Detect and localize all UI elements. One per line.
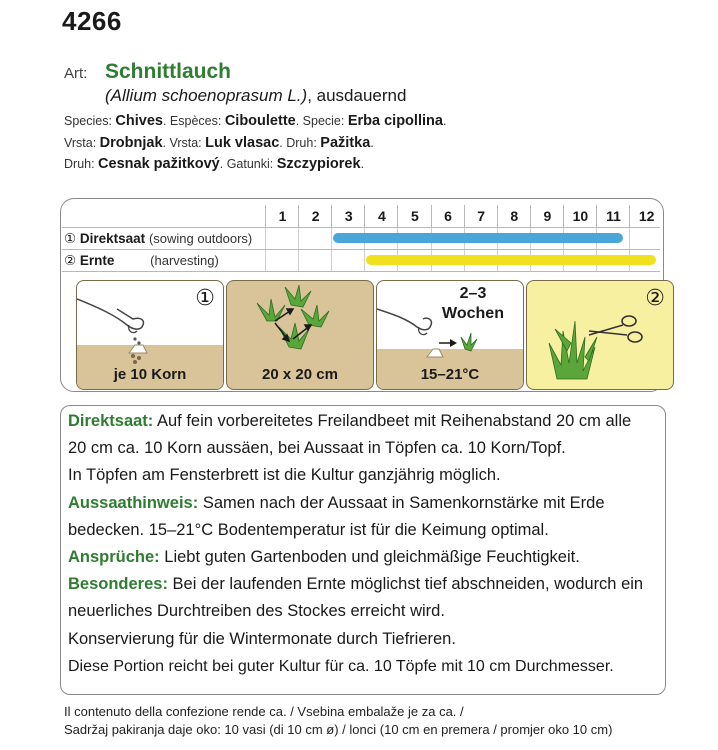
trans-label: . Vrsta: — [162, 136, 206, 150]
paragraph-text: Auf fein vorbereitetes Freilandbeet mit Reihenabstand 20 cm alle — [156, 412, 632, 430]
trans-value: Erba cipollina — [347, 113, 443, 129]
paragraph-line: bedecken. 15–21°C Bodentemperatur ist für die Keimung optimal. — [68, 520, 549, 539]
month-10: 10 — [563, 205, 597, 227]
step-marker: ② — [645, 285, 665, 310]
translations-line-2 — [64, 135, 374, 152]
month-1: 1 — [265, 205, 299, 227]
row-marker: ② — [64, 253, 77, 268]
trans-value: Drobnjak — [99, 135, 163, 151]
trans-value: Cesnak pažitkový — [98, 156, 220, 172]
translations-line-1 — [64, 113, 446, 130]
row-sub-label: (sowing outdoors) — [148, 231, 253, 246]
harvest-period-bar — [366, 255, 656, 265]
month-9: 9 — [530, 205, 564, 227]
picto-harvest — [526, 280, 674, 390]
row-marker: ① — [64, 231, 77, 246]
paragraph-text: Samen nach der Aussaat in Samenkornstärke mit Erde — [202, 493, 605, 512]
sowing-period-bar — [333, 233, 623, 243]
paragraph-line: Diese Portion reicht bei guter Kultur für ca. 10 Töpfe mit 10 cm Durchmesser. — [68, 657, 614, 675]
trans-value: Ciboulette — [224, 113, 296, 129]
trans-label: Species: — [64, 114, 116, 128]
paragraph-aussaathinweis — [68, 490, 664, 544]
grid-row-line — [62, 271, 660, 272]
grid-row-line — [62, 249, 660, 250]
trans-label: Druh: — [64, 157, 99, 171]
footer-line-1: Il contenuto della confezione rende ca. / Vsebina embalaže je za ca. / — [64, 704, 464, 719]
paragraph-line: In Töpfen am Fensterbrett ist die Kultur ganzjährig möglich. — [68, 466, 501, 485]
product-code: 4266 — [62, 6, 122, 36]
calendar-row-sowing — [64, 231, 252, 247]
art-label: Art: — [64, 65, 88, 82]
latin-suffix: , ausdauernd — [307, 86, 407, 105]
picto-spacing — [226, 280, 374, 390]
paragraph-line: 20 cm ca. 10 Korn aussäen, bei Aussaat in Töpfen ca. 10 Korn/Topf. — [68, 439, 566, 458]
month-5: 5 — [397, 205, 431, 227]
paragraph-text: Bei der laufenden Ernte möglichst tief abschneiden, wodurch ein — [172, 575, 644, 594]
translations-line-3 — [64, 156, 364, 173]
paragraph-ansprueche — [68, 544, 664, 571]
month-4: 4 — [364, 205, 398, 227]
paragraph-heading: Direktsaat: — [68, 412, 154, 430]
row-label: Direktsaat — [79, 231, 146, 246]
trans-value: Chives — [115, 113, 163, 129]
trans-value: Pažitka — [320, 135, 371, 151]
germination-time-value: 2–3 — [459, 285, 487, 302]
month-12: 12 — [629, 205, 663, 227]
trans-label: . — [370, 136, 374, 150]
picto-germination — [376, 280, 524, 390]
paragraph-line — [68, 544, 664, 571]
latin-name: (Allium schoenoprasum L.) — [105, 86, 308, 105]
latin-name-line — [105, 86, 406, 106]
paragraph-line — [68, 571, 664, 598]
trans-value: Szczypiorek — [276, 156, 361, 172]
trans-label: . Druh: — [279, 136, 321, 150]
germination-time-unit: Wochen — [442, 305, 504, 322]
trans-value: Luk vlasac — [205, 135, 280, 151]
picto-caption: je 10 Korn — [113, 366, 187, 383]
picto-caption: 15–21°C — [420, 366, 480, 383]
trans-label: . Espèces: — [162, 114, 225, 128]
footer-line-2: Sadržaj pakiranja daje oko: 10 vasi (di 10 cm ø) / lonci (10 cm en premera / promjer oko 10 cm) — [64, 722, 613, 737]
picto-caption: 20 x 20 cm — [262, 366, 338, 383]
trans-label: . Specie: — [295, 114, 348, 128]
paragraph-line: neuerliches Durchtreiben des Stockes erreicht wird. — [68, 602, 445, 621]
month-11: 11 — [596, 205, 630, 227]
paragraph-line: Konservierung für die Wintermonate durch Tiefrieren. — [68, 629, 456, 648]
month-8: 8 — [497, 205, 531, 227]
paragraph-line — [68, 408, 664, 435]
paragraph-heading: Aussaathinweis: — [68, 493, 199, 512]
paragraph-text: Liebt guten Gartenboden und gleichmäßige Feuchtigkeit. — [164, 548, 580, 566]
picto-sowing — [76, 280, 224, 390]
art-name: Schnittlauch — [105, 60, 232, 83]
paragraph-direktsaat — [68, 408, 664, 490]
trans-label: . — [360, 157, 365, 171]
paragraph-heading: Ansprüche: — [68, 548, 160, 566]
paragraph-besonderes — [68, 571, 664, 680]
month-2: 2 — [298, 205, 332, 227]
step-marker: ① — [195, 285, 215, 310]
row-label: Ernte — [79, 253, 115, 268]
paragraph-line — [68, 490, 664, 517]
trans-label: . Gatunki: — [219, 157, 277, 171]
trans-label: . — [442, 114, 447, 128]
month-6: 6 — [431, 205, 465, 227]
paragraph-heading: Besonderes: — [68, 575, 168, 594]
month-3: 3 — [331, 205, 365, 227]
row-sub-label: (harvesting) — [150, 253, 219, 268]
calendar-row-harvest — [64, 253, 219, 269]
grid-row-line — [62, 227, 660, 228]
month-7: 7 — [464, 205, 498, 227]
trans-label: Vrsta: — [64, 136, 100, 150]
